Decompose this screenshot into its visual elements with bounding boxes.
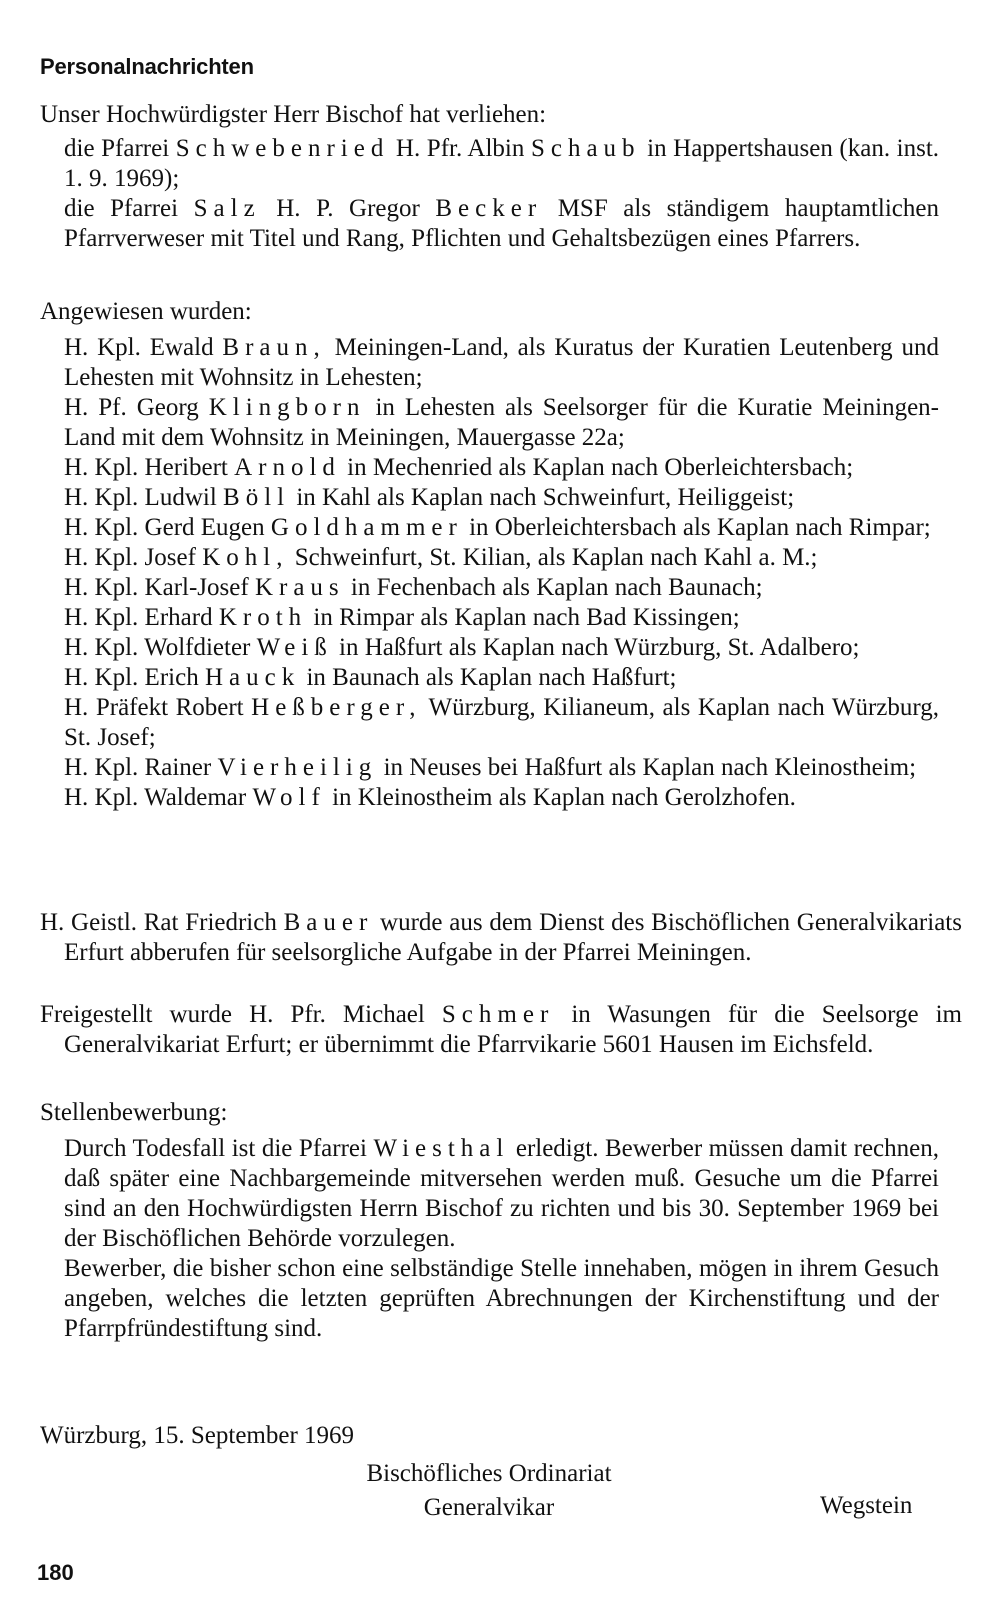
angewiesen-entry: H. Kpl. Wolfdieter Weiß in Haßfurt als Kaplan nach Würzburg, St. Adalbero;	[64, 634, 860, 661]
angewiesen-entry: H. Kpl. Erich Hauck in Baunach als Kaplan nach Haßfurt;	[64, 664, 677, 691]
stellen-intro: Stellenbewerbung:	[40, 1099, 228, 1126]
verliehen-entry: die Pfarrei Salz H. P. Gregor Becker MSF als ständigem hauptamtlichen Pfarrverweser mit Titel und Rang, Pflichten und Gehaltsbezügen eines Pfarrers.	[64, 195, 939, 252]
angewiesen-entry: H. Kpl. Josef Kohl, Schweinfurt, St. Kilian, als Kaplan nach Kahl a. M.;	[64, 544, 818, 571]
angewiesen-entry: H. Kpl. Heribert Arnold in Mechenried als Kaplan nach Oberleichtersbach;	[64, 454, 854, 481]
angewiesen-list	[64, 333, 939, 813]
office-role: Generalvikar	[423, 1494, 555, 1521]
angewiesen-entry: H. Kpl. Rainer Vierheilig in Neuses bei Haßfurt als Kaplan nach Kleinostheim;	[64, 754, 917, 781]
angewiesen-entry: H. Kpl. Ewald Braun, Meiningen-Land, als Kuratus der Kuratien Leutenberg und Lehesten mit Wohnsitz in Lehesten;	[64, 334, 939, 391]
angewiesen-entry: H. Kpl. Ludwil Böll in Kahl als Kaplan nach Schweinfurt, Heiliggeist;	[64, 484, 795, 511]
verliehen-list	[64, 134, 939, 254]
verliehen-entry: die Pfarrei Schwebenried H. Pfr. Albin Schaub in Happertshausen (kan. inst. 1. 9. 1969);	[64, 135, 940, 192]
section-heading: Personalnachrichten	[40, 54, 254, 79]
angewiesen-entry: H. Pf. Georg Klingborn in Lehesten als Seelsorger für die Kuratie Meiningen-Land mit dem Wohnsitz in Meiningen, Mauergasse 22a;	[64, 394, 939, 451]
schmer-entry: Freigestellt wurde H. Pfr. Michael Schmer in Wasungen für die Seelsorge im Generalvikariat Erfurt; er übernimmt die Pfarrvikarie 5601 Hausen im Eichsfeld.	[40, 1001, 962, 1058]
angewiesen-intro: Angewiesen wurden:	[40, 298, 252, 325]
angewiesen-entry: H. Kpl. Waldemar Wolf in Kleinostheim als Kaplan nach Gerolzhofen.	[64, 784, 796, 811]
page-number: 180	[37, 1560, 74, 1585]
verliehen-intro: Unser Hochwürdigster Herr Bischof hat verliehen:	[40, 101, 547, 128]
signature: Wegstein	[820, 1492, 913, 1519]
stellen-paragraph-1: Durch Todesfall ist die Pfarrei Wiesthal erledigt. Bewerber müssen damit rechnen, daß später eine Nachbargemeinde mitversehen werden muß. Gesuche um die Pfarrei sind an den Hochwürdigsten Herrn Bischof zu richten und bis 30. September 1969 bei der Bischöflichen Behörde vorzulegen.	[64, 1135, 939, 1252]
angewiesen-entry: H. Kpl. Karl-Josef Kraus in Fechenbach als Kaplan nach Baunach;	[64, 574, 763, 601]
angewiesen-entry: H. Kpl. Gerd Eugen Goldhammer in Oberleichtersbach als Kaplan nach Rimpar;	[64, 514, 931, 541]
angewiesen-entry: H. Präfekt Robert Heßberger, Würzburg, Kilianeum, als Kaplan nach Würzburg, St. Josef;	[64, 694, 939, 751]
stellen-paragraph-2: Bewerber, die bisher schon eine selbständige Stelle innehaben, mögen in ihrem Gesuch angeben, welches die letzten geprüften Abrechnungen der Kirchenstiftung und der Pfarrpfründestiftung sind.	[64, 1255, 939, 1342]
office-name: Bischöfliches Ordinariat	[366, 1460, 612, 1487]
office-block	[344, 1457, 634, 1525]
date-line: Würzburg, 15. September 1969	[40, 1422, 355, 1449]
angewiesen-entry: H. Kpl. Erhard Kroth in Rimpar als Kaplan nach Bad Kissingen;	[64, 604, 740, 631]
stellen-text	[64, 1134, 939, 1344]
bauer-entry: H. Geistl. Rat Friedrich Bauer wurde aus dem Dienst des Bischöflichen Generalvikariats Erfurt abberufen für seelsorgliche Aufgabe in der Pfarrei Meiningen.	[40, 909, 962, 966]
